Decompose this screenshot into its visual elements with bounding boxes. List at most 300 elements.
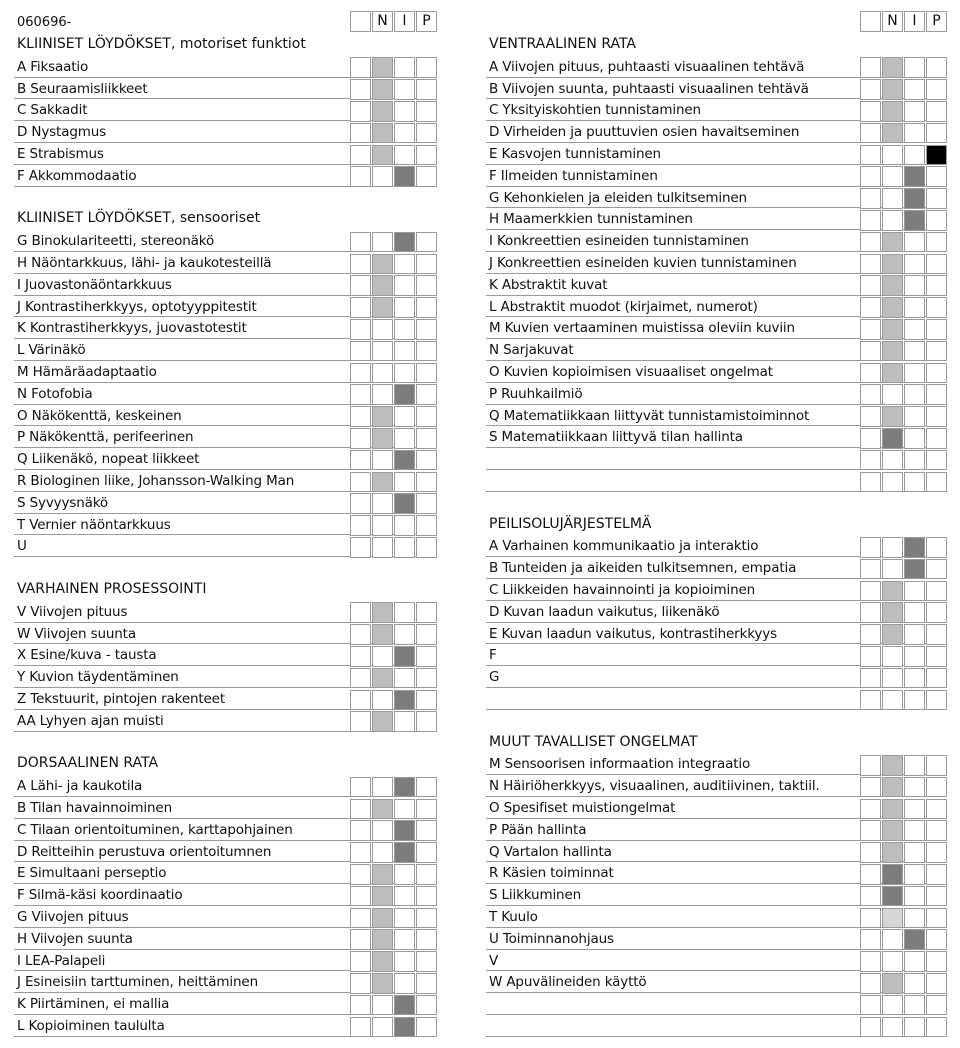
rating-cell-p[interactable] (926, 188, 947, 209)
rating-cell-n[interactable] (372, 799, 393, 820)
rating-cell-p[interactable] (416, 363, 437, 384)
rating-cell-i[interactable] (394, 232, 415, 253)
rating-cell-blank[interactable] (860, 101, 881, 122)
rating-cell-p[interactable] (416, 668, 437, 689)
rating-cell-blank[interactable] (350, 275, 371, 296)
rating-cell-p[interactable] (926, 799, 947, 820)
rating-cell-n[interactable] (372, 166, 393, 187)
rating-cell-i[interactable] (904, 646, 925, 667)
rating-cell-i[interactable] (394, 1017, 415, 1038)
rating-cell-p[interactable] (416, 166, 437, 187)
rating-cell-i[interactable] (904, 79, 925, 100)
rating-cell-n[interactable] (372, 1017, 393, 1038)
rating-cell-n[interactable] (882, 319, 903, 340)
rating-cell-p[interactable] (416, 406, 437, 427)
rating-cell-i[interactable] (904, 951, 925, 972)
rating-cell-i[interactable] (394, 319, 415, 340)
rating-cell-blank[interactable] (350, 1017, 371, 1038)
rating-cell-p[interactable] (926, 145, 947, 166)
rating-cell-n[interactable] (882, 929, 903, 950)
rating-cell-n[interactable] (372, 275, 393, 296)
rating-cell-p[interactable] (926, 908, 947, 929)
rating-cell-blank[interactable] (860, 973, 881, 994)
rating-cell-p[interactable] (416, 472, 437, 493)
rating-cell-i[interactable] (394, 493, 415, 514)
rating-cell-n[interactable] (372, 79, 393, 100)
rating-cell-p[interactable] (416, 711, 437, 732)
rating-cell-blank[interactable] (350, 624, 371, 645)
rating-cell-n[interactable] (372, 711, 393, 732)
rating-cell-blank[interactable] (350, 384, 371, 405)
rating-cell-p[interactable] (416, 995, 437, 1016)
rating-cell-i[interactable] (904, 842, 925, 863)
rating-cell-i[interactable] (394, 428, 415, 449)
rating-cell-n[interactable] (372, 254, 393, 275)
rating-cell-i[interactable] (394, 929, 415, 950)
rating-cell-i[interactable] (394, 995, 415, 1016)
rating-cell-n[interactable] (882, 864, 903, 885)
rating-cell-i[interactable] (394, 472, 415, 493)
rating-cell-i[interactable] (394, 602, 415, 623)
rating-cell-blank[interactable] (350, 166, 371, 187)
rating-cell-n[interactable] (882, 384, 903, 405)
rating-cell-i[interactable] (904, 57, 925, 78)
rating-cell-p[interactable] (416, 384, 437, 405)
rating-cell-i[interactable] (904, 123, 925, 144)
rating-cell-p[interactable] (416, 515, 437, 536)
rating-cell-p[interactable] (926, 581, 947, 602)
rating-cell-p[interactable] (416, 602, 437, 623)
rating-cell-n[interactable] (372, 973, 393, 994)
rating-cell-i[interactable] (394, 363, 415, 384)
rating-cell-p[interactable] (926, 929, 947, 950)
rating-cell-n[interactable] (372, 908, 393, 929)
rating-cell-i[interactable] (394, 711, 415, 732)
rating-cell-p[interactable] (926, 1017, 947, 1038)
rating-cell-n[interactable] (372, 820, 393, 841)
rating-cell-n[interactable] (372, 777, 393, 798)
rating-cell-p[interactable] (416, 123, 437, 144)
rating-cell-p[interactable] (926, 341, 947, 362)
rating-cell-n[interactable] (882, 145, 903, 166)
rating-cell-p[interactable] (416, 57, 437, 78)
rating-cell-blank[interactable] (350, 363, 371, 384)
rating-cell-blank[interactable] (860, 537, 881, 558)
rating-cell-blank[interactable] (860, 450, 881, 471)
rating-cell-blank[interactable] (350, 493, 371, 514)
rating-cell-n[interactable] (882, 363, 903, 384)
rating-cell-p[interactable] (416, 537, 437, 558)
rating-cell-blank[interactable] (860, 232, 881, 253)
rating-cell-blank[interactable] (350, 886, 371, 907)
rating-cell-blank[interactable] (350, 515, 371, 536)
rating-cell-i[interactable] (904, 777, 925, 798)
rating-cell-p[interactable] (926, 559, 947, 580)
rating-cell-blank[interactable] (350, 799, 371, 820)
rating-cell-blank[interactable] (860, 428, 881, 449)
rating-cell-n[interactable] (882, 537, 903, 558)
rating-cell-i[interactable] (394, 254, 415, 275)
rating-cell-i[interactable] (904, 908, 925, 929)
rating-cell-i[interactable] (394, 79, 415, 100)
rating-cell-blank[interactable] (350, 929, 371, 950)
rating-cell-i[interactable] (394, 951, 415, 972)
rating-cell-p[interactable] (926, 363, 947, 384)
rating-cell-blank[interactable] (860, 123, 881, 144)
rating-cell-blank[interactable] (350, 908, 371, 929)
rating-cell-n[interactable] (882, 908, 903, 929)
rating-cell-blank[interactable] (350, 254, 371, 275)
rating-cell-blank[interactable] (350, 232, 371, 253)
rating-cell-blank[interactable] (860, 188, 881, 209)
rating-cell-n[interactable] (372, 646, 393, 667)
rating-cell-i[interactable] (394, 450, 415, 471)
rating-cell-n[interactable] (882, 581, 903, 602)
rating-cell-p[interactable] (926, 755, 947, 776)
rating-cell-p[interactable] (416, 428, 437, 449)
rating-cell-n[interactable] (372, 668, 393, 689)
rating-cell-blank[interactable] (860, 297, 881, 318)
rating-cell-blank[interactable] (350, 973, 371, 994)
rating-cell-n[interactable] (882, 690, 903, 711)
rating-cell-p[interactable] (926, 210, 947, 231)
rating-cell-n[interactable] (882, 886, 903, 907)
rating-cell-i[interactable] (394, 624, 415, 645)
rating-cell-i[interactable] (904, 145, 925, 166)
rating-cell-blank[interactable] (350, 57, 371, 78)
rating-cell-i[interactable] (904, 864, 925, 885)
rating-cell-n[interactable] (372, 123, 393, 144)
rating-cell-n[interactable] (372, 450, 393, 471)
rating-cell-i[interactable] (904, 559, 925, 580)
rating-cell-i[interactable] (394, 668, 415, 689)
rating-cell-blank[interactable] (350, 951, 371, 972)
rating-cell-i[interactable] (904, 101, 925, 122)
rating-cell-blank[interactable] (350, 668, 371, 689)
rating-cell-p[interactable] (416, 690, 437, 711)
rating-cell-n[interactable] (882, 232, 903, 253)
rating-cell-n[interactable] (882, 123, 903, 144)
rating-cell-blank[interactable] (350, 319, 371, 340)
rating-cell-n[interactable] (882, 472, 903, 493)
rating-cell-blank[interactable] (860, 842, 881, 863)
rating-cell-i[interactable] (394, 973, 415, 994)
rating-cell-blank[interactable] (860, 166, 881, 187)
rating-cell-i[interactable] (904, 275, 925, 296)
rating-cell-p[interactable] (416, 297, 437, 318)
rating-cell-i[interactable] (394, 842, 415, 863)
rating-cell-n[interactable] (372, 842, 393, 863)
rating-cell-p[interactable] (416, 101, 437, 122)
rating-cell-p[interactable] (926, 973, 947, 994)
rating-cell-n[interactable] (372, 406, 393, 427)
rating-cell-blank[interactable] (860, 1017, 881, 1038)
rating-cell-p[interactable] (926, 166, 947, 187)
rating-cell-i[interactable] (904, 581, 925, 602)
rating-cell-n[interactable] (882, 602, 903, 623)
rating-cell-p[interactable] (416, 929, 437, 950)
rating-cell-i[interactable] (904, 406, 925, 427)
rating-cell-p[interactable] (416, 886, 437, 907)
rating-cell-n[interactable] (372, 384, 393, 405)
rating-cell-blank[interactable] (350, 690, 371, 711)
rating-cell-p[interactable] (926, 842, 947, 863)
rating-cell-p[interactable] (926, 820, 947, 841)
rating-cell-i[interactable] (904, 973, 925, 994)
rating-cell-i[interactable] (394, 886, 415, 907)
rating-cell-i[interactable] (394, 145, 415, 166)
rating-cell-blank[interactable] (860, 951, 881, 972)
rating-cell-blank[interactable] (860, 210, 881, 231)
rating-cell-p[interactable] (926, 864, 947, 885)
rating-cell-blank[interactable] (350, 297, 371, 318)
rating-cell-n[interactable] (882, 559, 903, 580)
rating-cell-p[interactable] (926, 57, 947, 78)
rating-cell-blank[interactable] (860, 319, 881, 340)
rating-cell-blank[interactable] (350, 995, 371, 1016)
rating-cell-n[interactable] (882, 624, 903, 645)
rating-cell-i[interactable] (904, 254, 925, 275)
rating-cell-n[interactable] (882, 973, 903, 994)
rating-cell-n[interactable] (882, 820, 903, 841)
rating-cell-i[interactable] (904, 995, 925, 1016)
rating-cell-blank[interactable] (350, 537, 371, 558)
rating-cell-blank[interactable] (350, 602, 371, 623)
rating-cell-p[interactable] (416, 624, 437, 645)
rating-cell-i[interactable] (904, 384, 925, 405)
rating-cell-i[interactable] (904, 668, 925, 689)
rating-cell-i[interactable] (394, 341, 415, 362)
rating-cell-i[interactable] (394, 777, 415, 798)
rating-cell-n[interactable] (882, 777, 903, 798)
rating-cell-blank[interactable] (860, 363, 881, 384)
rating-cell-n[interactable] (372, 951, 393, 972)
rating-cell-n[interactable] (882, 188, 903, 209)
rating-cell-i[interactable] (904, 341, 925, 362)
rating-cell-i[interactable] (904, 929, 925, 950)
rating-cell-blank[interactable] (350, 406, 371, 427)
rating-cell-n[interactable] (882, 646, 903, 667)
rating-cell-p[interactable] (416, 777, 437, 798)
rating-cell-p[interactable] (416, 820, 437, 841)
rating-cell-blank[interactable] (860, 777, 881, 798)
rating-cell-i[interactable] (904, 624, 925, 645)
rating-cell-p[interactable] (416, 450, 437, 471)
rating-cell-blank[interactable] (350, 79, 371, 100)
rating-cell-blank[interactable] (860, 886, 881, 907)
rating-cell-n[interactable] (372, 690, 393, 711)
rating-cell-p[interactable] (926, 537, 947, 558)
rating-cell-p[interactable] (416, 145, 437, 166)
rating-cell-blank[interactable] (350, 711, 371, 732)
rating-cell-i[interactable] (394, 515, 415, 536)
rating-cell-blank[interactable] (860, 341, 881, 362)
rating-cell-i[interactable] (394, 820, 415, 841)
rating-cell-p[interactable] (926, 668, 947, 689)
rating-cell-blank[interactable] (350, 842, 371, 863)
rating-cell-blank[interactable] (860, 799, 881, 820)
rating-cell-p[interactable] (416, 79, 437, 100)
rating-cell-p[interactable] (416, 254, 437, 275)
rating-cell-i[interactable] (904, 450, 925, 471)
rating-cell-i[interactable] (904, 319, 925, 340)
rating-cell-i[interactable] (904, 166, 925, 187)
rating-cell-i[interactable] (394, 864, 415, 885)
rating-cell-n[interactable] (882, 101, 903, 122)
rating-cell-i[interactable] (394, 123, 415, 144)
rating-cell-i[interactable] (394, 101, 415, 122)
rating-cell-n[interactable] (372, 864, 393, 885)
rating-cell-p[interactable] (926, 886, 947, 907)
rating-cell-blank[interactable] (860, 755, 881, 776)
rating-cell-n[interactable] (372, 57, 393, 78)
rating-cell-n[interactable] (882, 755, 903, 776)
rating-cell-p[interactable] (926, 275, 947, 296)
rating-cell-n[interactable] (882, 254, 903, 275)
rating-cell-blank[interactable] (350, 450, 371, 471)
rating-cell-i[interactable] (904, 188, 925, 209)
rating-cell-blank[interactable] (860, 145, 881, 166)
rating-cell-blank[interactable] (860, 472, 881, 493)
rating-cell-blank[interactable] (860, 581, 881, 602)
rating-cell-i[interactable] (904, 297, 925, 318)
rating-cell-i[interactable] (394, 537, 415, 558)
rating-cell-n[interactable] (882, 799, 903, 820)
rating-cell-i[interactable] (904, 232, 925, 253)
rating-cell-p[interactable] (416, 908, 437, 929)
rating-cell-p[interactable] (926, 624, 947, 645)
rating-cell-i[interactable] (904, 820, 925, 841)
rating-cell-p[interactable] (926, 995, 947, 1016)
rating-cell-n[interactable] (372, 232, 393, 253)
rating-cell-p[interactable] (416, 646, 437, 667)
rating-cell-i[interactable] (394, 908, 415, 929)
rating-cell-n[interactable] (372, 341, 393, 362)
rating-cell-blank[interactable] (350, 123, 371, 144)
rating-cell-blank[interactable] (860, 908, 881, 929)
rating-cell-p[interactable] (926, 777, 947, 798)
rating-cell-i[interactable] (394, 166, 415, 187)
rating-cell-n[interactable] (372, 297, 393, 318)
rating-cell-blank[interactable] (860, 275, 881, 296)
rating-cell-p[interactable] (926, 254, 947, 275)
rating-cell-n[interactable] (372, 929, 393, 950)
rating-cell-blank[interactable] (860, 929, 881, 950)
rating-cell-n[interactable] (372, 624, 393, 645)
rating-cell-n[interactable] (882, 842, 903, 863)
rating-cell-blank[interactable] (860, 820, 881, 841)
rating-cell-p[interactable] (926, 646, 947, 667)
rating-cell-blank[interactable] (350, 646, 371, 667)
rating-cell-blank[interactable] (350, 145, 371, 166)
rating-cell-n[interactable] (372, 101, 393, 122)
rating-cell-p[interactable] (416, 319, 437, 340)
rating-cell-p[interactable] (416, 1017, 437, 1038)
rating-cell-p[interactable] (926, 123, 947, 144)
rating-cell-i[interactable] (904, 363, 925, 384)
rating-cell-blank[interactable] (860, 406, 881, 427)
rating-cell-n[interactable] (882, 406, 903, 427)
rating-cell-p[interactable] (926, 406, 947, 427)
rating-cell-blank[interactable] (860, 690, 881, 711)
rating-cell-i[interactable] (904, 537, 925, 558)
rating-cell-n[interactable] (372, 537, 393, 558)
rating-cell-i[interactable] (904, 210, 925, 231)
rating-cell-blank[interactable] (350, 864, 371, 885)
rating-cell-p[interactable] (926, 384, 947, 405)
rating-cell-blank[interactable] (350, 341, 371, 362)
rating-cell-blank[interactable] (350, 820, 371, 841)
rating-cell-blank[interactable] (860, 602, 881, 623)
rating-cell-p[interactable] (416, 842, 437, 863)
rating-cell-p[interactable] (416, 275, 437, 296)
rating-cell-i[interactable] (904, 886, 925, 907)
rating-cell-n[interactable] (882, 297, 903, 318)
rating-cell-i[interactable] (904, 1017, 925, 1038)
rating-cell-n[interactable] (372, 493, 393, 514)
rating-cell-p[interactable] (926, 297, 947, 318)
rating-cell-blank[interactable] (860, 646, 881, 667)
rating-cell-n[interactable] (882, 1017, 903, 1038)
rating-cell-i[interactable] (904, 755, 925, 776)
rating-cell-n[interactable] (882, 57, 903, 78)
rating-cell-n[interactable] (882, 166, 903, 187)
rating-cell-p[interactable] (416, 341, 437, 362)
rating-cell-p[interactable] (926, 690, 947, 711)
rating-cell-i[interactable] (904, 690, 925, 711)
rating-cell-i[interactable] (904, 799, 925, 820)
rating-cell-i[interactable] (394, 275, 415, 296)
rating-cell-n[interactable] (372, 319, 393, 340)
rating-cell-p[interactable] (926, 319, 947, 340)
rating-cell-p[interactable] (416, 799, 437, 820)
rating-cell-n[interactable] (372, 995, 393, 1016)
rating-cell-n[interactable] (372, 145, 393, 166)
rating-cell-p[interactable] (926, 232, 947, 253)
rating-cell-blank[interactable] (350, 777, 371, 798)
rating-cell-i[interactable] (904, 602, 925, 623)
rating-cell-blank[interactable] (350, 101, 371, 122)
rating-cell-p[interactable] (416, 864, 437, 885)
rating-cell-p[interactable] (416, 232, 437, 253)
rating-cell-p[interactable] (926, 101, 947, 122)
rating-cell-p[interactable] (926, 428, 947, 449)
rating-cell-i[interactable] (394, 690, 415, 711)
rating-cell-blank[interactable] (860, 57, 881, 78)
rating-cell-blank[interactable] (350, 472, 371, 493)
rating-cell-n[interactable] (372, 886, 393, 907)
rating-cell-p[interactable] (926, 472, 947, 493)
rating-cell-i[interactable] (394, 57, 415, 78)
rating-cell-blank[interactable] (350, 428, 371, 449)
rating-cell-p[interactable] (926, 450, 947, 471)
rating-cell-p[interactable] (416, 493, 437, 514)
rating-cell-n[interactable] (372, 428, 393, 449)
rating-cell-n[interactable] (882, 341, 903, 362)
rating-cell-p[interactable] (926, 79, 947, 100)
rating-cell-n[interactable] (882, 275, 903, 296)
rating-cell-i[interactable] (394, 384, 415, 405)
rating-cell-n[interactable] (882, 210, 903, 231)
rating-cell-n[interactable] (882, 79, 903, 100)
rating-cell-blank[interactable] (860, 79, 881, 100)
rating-cell-n[interactable] (882, 995, 903, 1016)
rating-cell-n[interactable] (882, 428, 903, 449)
rating-cell-blank[interactable] (860, 384, 881, 405)
rating-cell-i[interactable] (394, 646, 415, 667)
rating-cell-blank[interactable] (860, 559, 881, 580)
rating-cell-n[interactable] (882, 450, 903, 471)
